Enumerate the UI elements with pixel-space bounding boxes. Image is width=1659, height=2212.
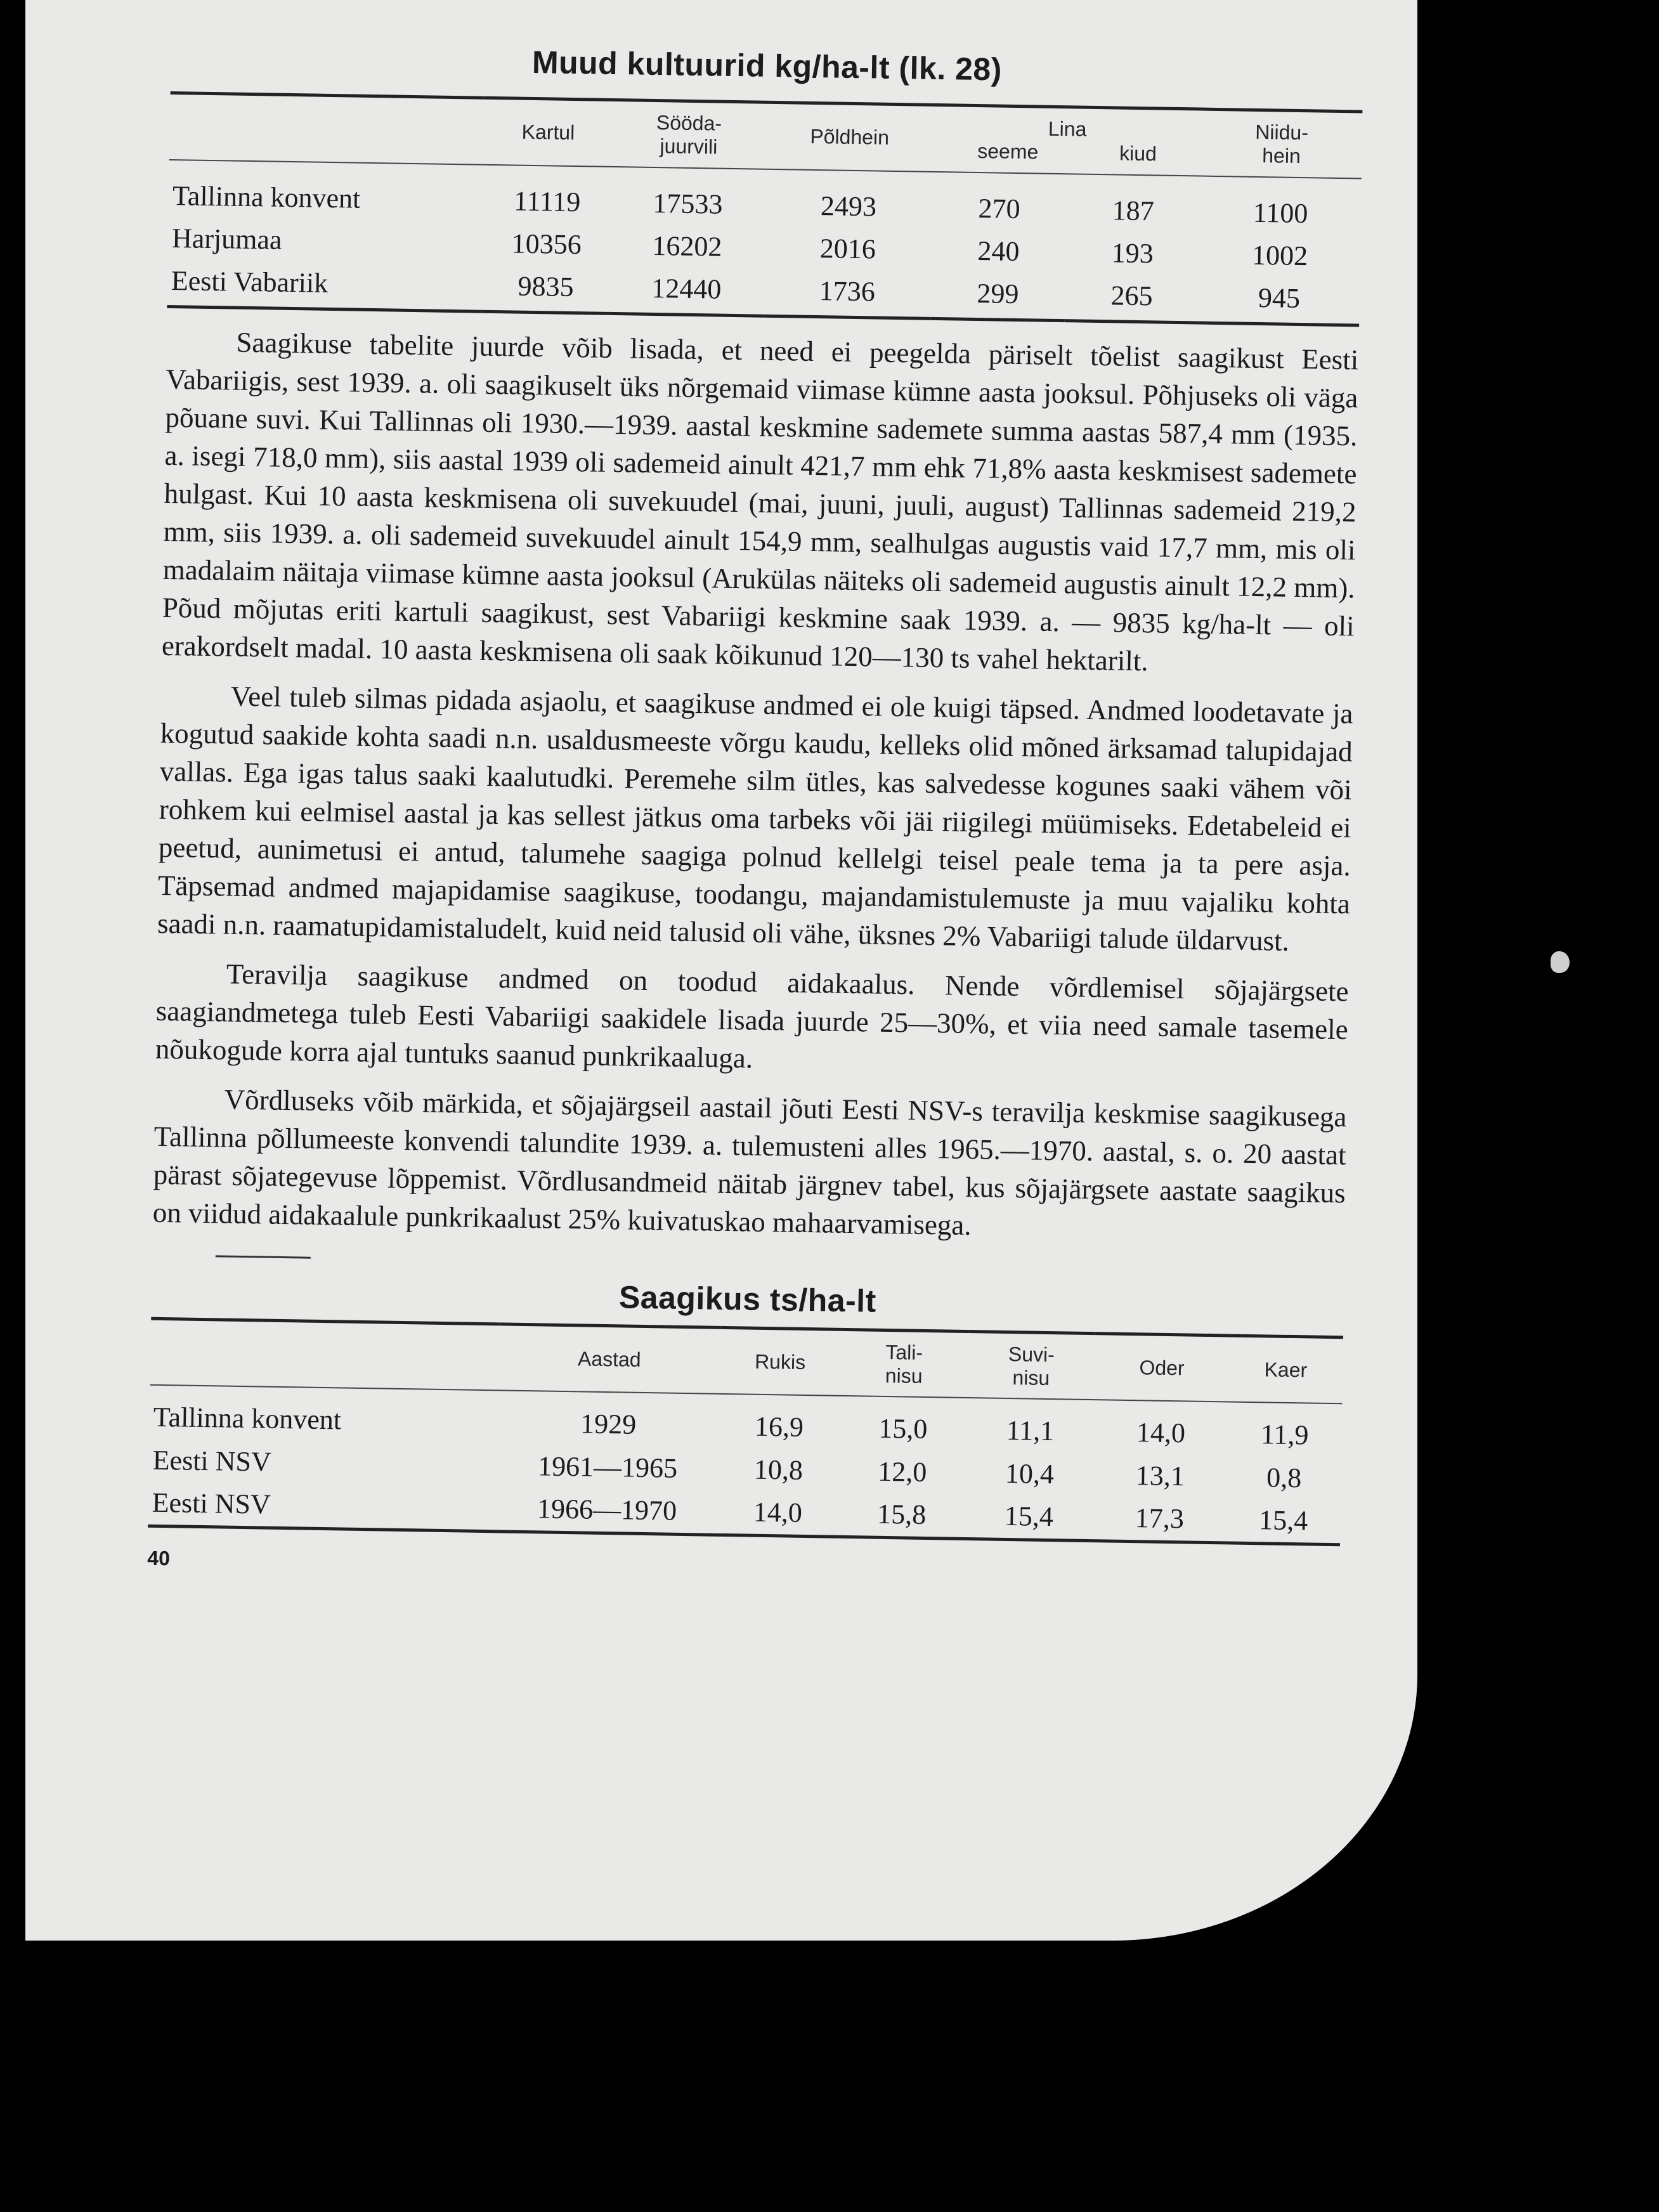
cell: 15,4: [1004, 1500, 1054, 1533]
table1-header-kartul: Kartul: [484, 98, 612, 166]
cell: 10,8: [753, 1454, 803, 1486]
table2-corner: [150, 1318, 500, 1391]
table2-header-oder: Oder: [1095, 1333, 1230, 1402]
table2-header-rukis: Rukis: [719, 1327, 841, 1396]
cell: 945: [1258, 282, 1301, 315]
table1: [167, 91, 1362, 327]
table1-header-lina: [933, 105, 1202, 176]
lina-kiud: kiud: [1119, 141, 1157, 166]
body-text: [152, 322, 1358, 1250]
table2-header-talinisu: Tali- nisu: [840, 1329, 968, 1398]
paragraph-4: Võrdluseks võib märkida, et sõjajärgseil aastail jõuti Eesti NSV-s teravilja keskmise saagikusega Tallinna põllumeeste konvendi talundite 1939. a. tulemusteni alles 1965.—1970. aastal, s. o. 20 aastat pärast sõjategevuse lõppemist. Võrdlusandmeid näitab järgnev tabel, kus sõjajärgsete aastate saagikus on viidud aidakaalule punkrikaalust 25% kuivatuskao mahaarvamisega.: [152, 1083, 1347, 1241]
paragraph-3: Teravilja saagikuse andmed on toodud aidakaalus. Nende võrdlemisel sõjajärgsete saagiandmetega tuleb Eesti Vabariigi saakidele lisada juurde 25—30%, et viia need samale tasemele nõukogude korra ajal tuntuks saanud punkrikaaluga.: [155, 958, 1350, 1074]
book-page: [25, 0, 1417, 1941]
cell: 11119: [513, 185, 581, 218]
page-number: 40: [147, 1546, 171, 1570]
table2-wrap: [148, 1317, 1343, 1546]
cell: 9835: [517, 271, 575, 303]
table1-title: Muud kultuurid kg/ha-lt (lk. 28): [531, 44, 1003, 88]
cell: 1736: [819, 275, 876, 308]
cell: 0,8: [1266, 1462, 1302, 1494]
paragraph-1: Saagikuse tabelite juurde võib lisada, et need ei peegelda päriselt tõelist saagikust Eesti Vabariigis, sest 1939. a. oli saagikuselt üks nõrgemaid viimase kümne aasta jooksul. Põhjuseks oli väga põuane suvi. Kui Tallinnas oli 1930.—1939. aastal keskmine sademete summa aastas 587,4 mm (1935. a. isegi 718,0 mm), siis aastal 1939 oli sademeid ainult 421,7 mm ehk 71,8% aasta keskmisest sademete hulgast. Kui 10 aasta keskmisena oli suvekuudel (mai, juuni, juuli, august) Tallinnas sademeid 219,2 mm, siis 1939. a. oli sademeid suvekuudel ainult 154,9 mm, sealhulgas augustis vaid 17,7 mm, mis oli madalaim näitaja viimase kümne aasta jooksul (Arukülas näiteks oli sademeid augustis ainult 12,2 mm). Põud mõjutas eriti kartuli saagikust, sest Vabariigi keskmine saak 1939. a. — 9835 kg/ha-lt — oli erakordselt madal. 10 aasta keskmisena oli saak kõikunud 120—130 ts vahel hektarilt.: [161, 326, 1359, 677]
cell: 10356: [511, 228, 582, 261]
table1-header-soodajuurvili: Sööda- juurvili: [611, 100, 767, 169]
dust-speck: [1551, 951, 1570, 973]
cell: 1100: [1252, 197, 1308, 229]
table1-header-poldhein: Põldhein: [765, 102, 934, 171]
lina-subheaders: [937, 139, 1197, 166]
cell: 2016: [819, 233, 876, 265]
row-label: Tallinna konvent: [172, 179, 361, 214]
cell: 10,4: [1005, 1457, 1055, 1490]
cell: 15,4: [1258, 1504, 1308, 1537]
cell: 14,0: [1136, 1417, 1186, 1449]
cell: 14,0: [753, 1496, 803, 1529]
cell: 1929: [580, 1408, 637, 1441]
row-label: Eesti NSV: [152, 1444, 272, 1478]
cell: 11,1: [1006, 1415, 1055, 1447]
cell: 12440: [651, 273, 722, 306]
cell: 1002: [1251, 239, 1308, 272]
table1-header-niiduhein: Niidu- hein: [1200, 109, 1362, 178]
cell: 13,1: [1135, 1459, 1185, 1492]
table2-title: Saagikus ts/ha-lt: [618, 1279, 877, 1319]
row-label: Harjumaa: [171, 223, 282, 256]
cell: 270: [978, 192, 1020, 224]
cell: 17533: [653, 187, 723, 220]
table1-corner: [169, 93, 485, 164]
cell: 15,8: [876, 1498, 927, 1531]
cell: 193: [1111, 237, 1154, 270]
table2-header-suvinisu: Suvi- nisu: [967, 1331, 1095, 1400]
cell: 16,9: [754, 1411, 804, 1443]
table2-header-kaer: Kaer: [1228, 1336, 1343, 1404]
table2: [148, 1317, 1343, 1546]
cell: 1966—1970: [537, 1493, 677, 1526]
table2-header-aastad: Aastad: [498, 1324, 720, 1395]
paragraph-2: Veel tuleb silmas pidada asjaolu, et saagikuse andmed ei ole kuigi täpsed. Andmed loodetavate ja kogutud saakide kohta saadi n.n. usaldusmeeste võrgu kaudu, kelleks olid mõned ärksamad talupidajad vallas. Ega igas talus saaki kaalutudki. Peremehe silm ütles, kas salvedesse kogunes saaki vähem või rohkem kui eelmisel aastal ja kas sellest jätkus oma tarbeks või jäi riigilegi müümiseks. Edetabeleid ei peetud, aunimetusi ei antud, talumehe saagiga polnud kellelgi teisel peale tema ja ta pere asja. Täpsemad andmed majapidamise saagikuse, toodangu, majandamistulemuste ja muu vajaliku kohta saadi n.n. raamatupidamistaludelt, kuid neid talusid oli vähe, üksnes 2% Vabariigi talude üldarvust.: [157, 680, 1353, 957]
cell: 1961—1965: [537, 1450, 678, 1484]
cell: 15,0: [878, 1413, 928, 1445]
cell: 11,9: [1260, 1419, 1309, 1451]
cell: 16202: [652, 230, 722, 263]
cell: 187: [1112, 194, 1155, 226]
section-divider: [216, 1255, 311, 1258]
row-label: Tallinna konvent: [153, 1402, 342, 1436]
cell: 299: [977, 278, 1019, 310]
row-label: Eesti NSV: [152, 1487, 271, 1520]
cell: 265: [1110, 280, 1154, 312]
row-label: Eesti Vabariik: [171, 265, 329, 299]
lina-label: Lina: [1048, 117, 1087, 141]
cell: 17,3: [1135, 1502, 1185, 1535]
cell: 240: [977, 235, 1020, 268]
lina-seeme: seeme: [977, 139, 1039, 164]
page-content: [147, 38, 1363, 1589]
cell: 12,0: [877, 1455, 927, 1488]
cell: 2493: [820, 190, 877, 223]
